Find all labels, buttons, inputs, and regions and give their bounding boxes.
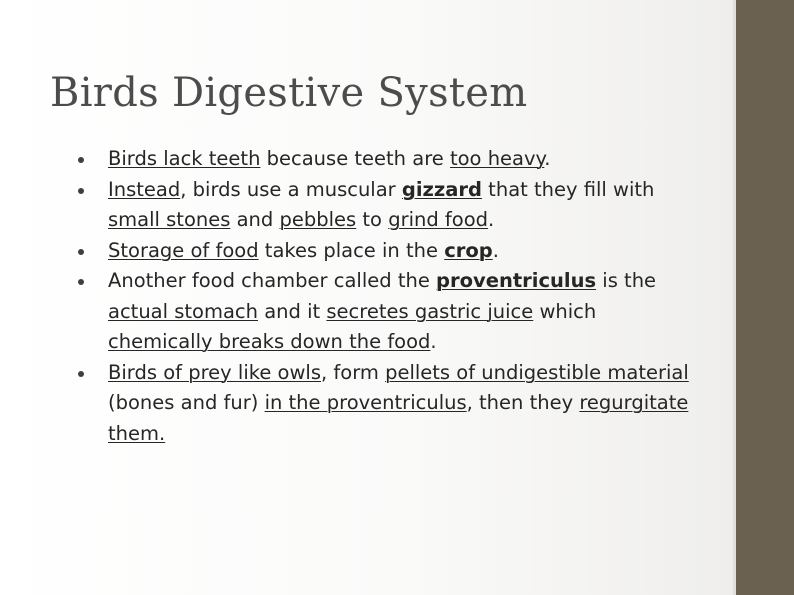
key-term: proventriculus — [436, 269, 597, 292]
text-segment: Storage of food — [108, 238, 259, 262]
text-segment: which — [533, 299, 597, 323]
text-segment: grind food — [388, 208, 489, 231]
bullet-dot-icon — [78, 371, 84, 377]
bullet-item — [78, 266, 698, 358]
key-term: crop — [444, 238, 493, 262]
slide-title: Birds Digestive System — [50, 70, 528, 116]
bullet-dot-icon — [78, 188, 84, 194]
text-segment: , then they — [466, 391, 580, 414]
text-segment: is the — [596, 269, 657, 292]
text-segment: takes place in the — [258, 238, 445, 262]
bullet-list — [78, 144, 698, 449]
text-segment: regurgitate them. — [108, 391, 689, 445]
text-segment: Birds lack teeth — [108, 147, 261, 170]
bullet-item — [78, 144, 698, 175]
text-segment: Another food chamber called the — [108, 269, 437, 292]
text-segment: (bones and fur) — [108, 391, 265, 414]
text-segment: Birds of prey like owls — [108, 360, 321, 384]
text-segment: actual stomach — [108, 299, 259, 323]
bullet-item — [78, 175, 698, 236]
text-segment: to — [356, 208, 389, 231]
text-segment: pebbles — [279, 208, 357, 231]
text-segment: . — [430, 330, 437, 353]
side-accent-band — [736, 0, 794, 595]
bullet-item — [78, 358, 698, 450]
text-segment: pellets of undigestible material — [385, 360, 689, 384]
text-segment: , birds use a muscular — [180, 177, 402, 201]
text-segment: secretes gastric juice — [326, 299, 534, 323]
text-segment: . — [488, 208, 495, 231]
bullet-dot-icon — [78, 249, 84, 255]
text-segment: and — [230, 208, 280, 231]
text-segment: . — [544, 147, 551, 170]
text-segment: because teeth are — [260, 147, 450, 170]
text-segment: chemically breaks down the food — [108, 330, 431, 353]
bullet-item — [78, 236, 698, 267]
text-segment: small stones — [108, 208, 231, 231]
text-segment: too heavy — [449, 147, 545, 170]
text-segment: in the proventriculus — [264, 391, 467, 414]
text-segment: . — [492, 238, 499, 262]
text-segment: that they fill with — [481, 177, 655, 201]
bullet-dot-icon — [78, 279, 84, 285]
key-term: gizzard — [401, 177, 482, 201]
text-segment: , form — [321, 360, 386, 384]
bullet-dot-icon — [78, 157, 84, 163]
text-segment: Instead — [108, 177, 181, 201]
text-segment: and it — [258, 299, 327, 323]
